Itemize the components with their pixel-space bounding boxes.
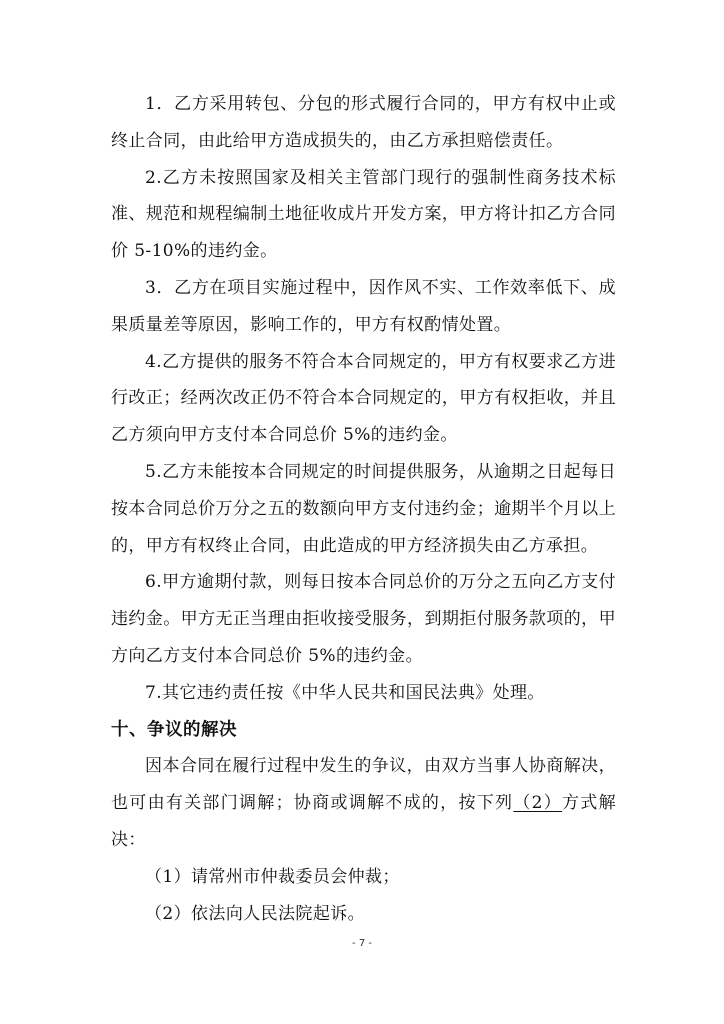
section-heading: 十、争议的解决: [111, 719, 237, 740]
page-number: - 7 -: [352, 938, 372, 949]
option-arbitration: （1）请常州市仲裁委员会仲裁；: [145, 866, 400, 887]
clause-4: 4.乙方提供的服务不符合本合同规定的，甲方有权要求乙方进行改正；经两次改正仍不符合本合同规定的，甲方有权拒收，并且乙方须向甲方支付本合同总价 5%的违约金。: [111, 351, 616, 446]
clause-7: 7.其它违约责任按《中华人民共和国民法典》处理。: [145, 682, 545, 703]
page-content: [111, 86, 616, 932]
clause-3: 3．乙方在项目实施过程中，因作风不实、工作效率低下、成果质量差等原因，影响工作的，甲方有权酌情处置。: [111, 277, 616, 335]
clause-2: 2.乙方未按照国家及相关主管部门现行的强制性商务技术标准、规范和规程编制土地征收成片开发方案，甲方将计扣乙方合同价 5-10%的违约金。: [111, 167, 616, 262]
dispute-text-after: 方式解决：: [111, 793, 616, 850]
option-litigation: （2）依法向人民法院起诉。: [145, 903, 366, 924]
clause-6: 6.甲方逾期付款，则每日按本合同总价的万分之五向乙方支付违约金。甲方无正当理由拒收接受服务，到期拒付服务款项的，甲方向乙方支付本合同总价 5%的违约金。: [111, 572, 616, 666]
clause-1: 1．乙方采用转包、分包的形式履行合同的，甲方有权中止或终止合同，由此给甲方造成损失的，由乙方承担赔偿责任。: [111, 94, 616, 151]
dispute-resolution-paragraph: [111, 748, 616, 858]
dispute-text-before: 因本合同在履行过程中发生的争议，由双方当事人协商解决，也可由有关部门调解；协商或调解不成的，按下列: [111, 756, 616, 814]
dispute-choice: （2）: [513, 793, 563, 814]
clause-5: 5.乙方未能按本合同规定的时间提供服务，从逾期之日起每日按本合同总价万分之五的数额向甲方支付违约金；逾期半个月以上的，甲方有权终止合同，由此造成的甲方经济损失由乙方承担。: [111, 461, 616, 556]
